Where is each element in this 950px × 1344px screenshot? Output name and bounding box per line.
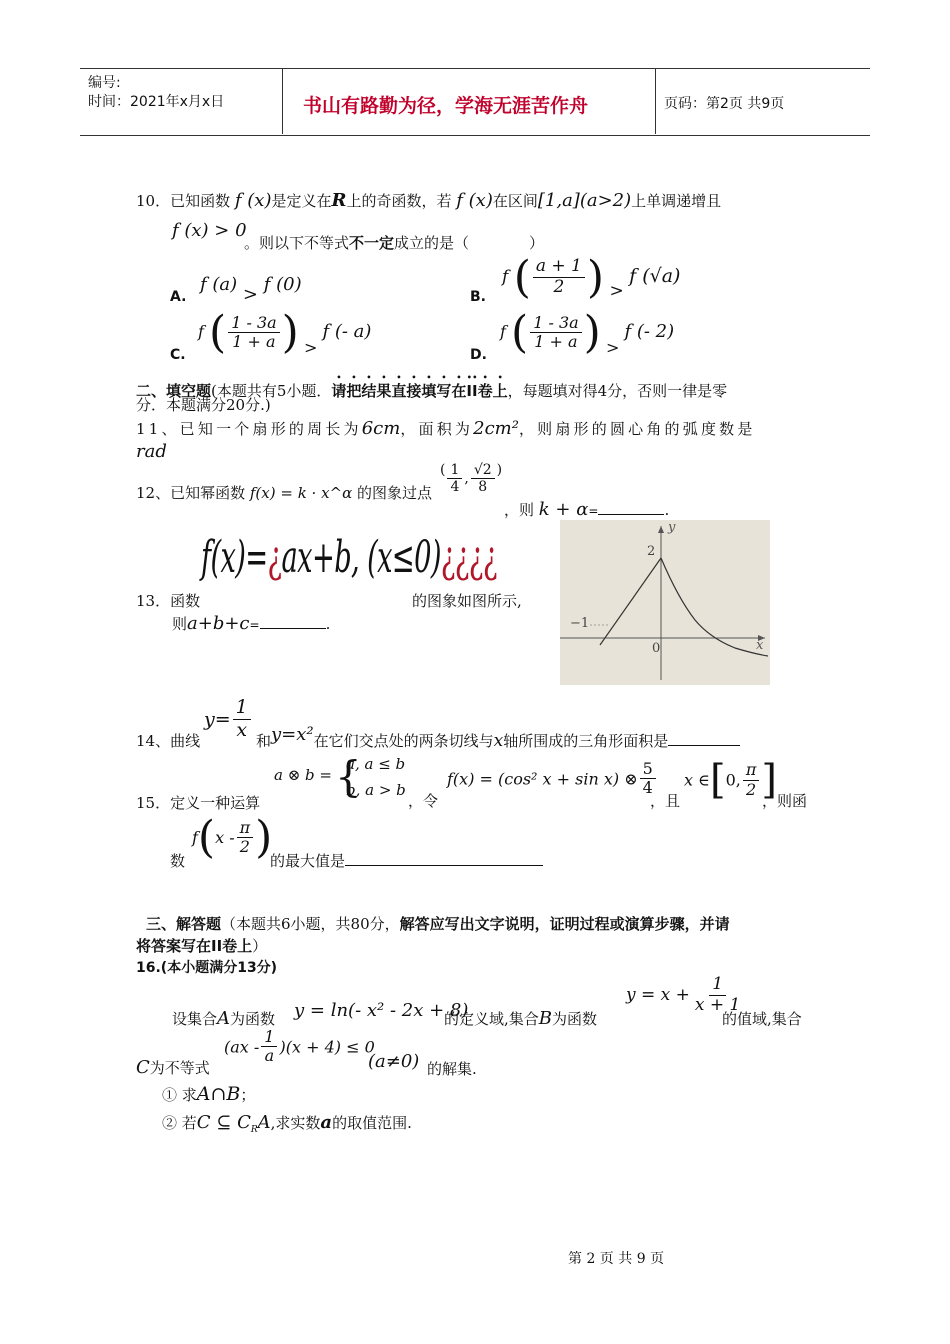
math: f (x) > 0 [172, 220, 247, 241]
q16-line2a [136, 1057, 210, 1078]
q10-line2b [244, 232, 544, 253]
text: 的图象过点 [357, 484, 433, 502]
q10-line2 [172, 220, 247, 241]
math: f (- 2) [624, 321, 675, 342]
fraction [530, 314, 581, 352]
numerator: 1 [233, 697, 251, 720]
q11-line1 [136, 418, 756, 439]
math: y = x + [626, 985, 690, 1006]
q16-line2b: 的解集. [427, 1060, 477, 1078]
q14-rest [256, 724, 740, 751]
q16-heading: 16.(本小题满分13分) [136, 960, 278, 976]
text: 的最大值是 [270, 852, 346, 870]
text: 上单调递增且 [631, 192, 722, 210]
text: (本题共有5小题． [211, 382, 332, 400]
text: 为不等式 [149, 1059, 210, 1077]
math: f(x)= [201, 532, 268, 583]
text: 和 [256, 732, 272, 750]
section3-line1 [146, 913, 730, 934]
math: f [192, 828, 198, 847]
denominator: 2 [745, 779, 757, 799]
math: a [320, 1112, 333, 1133]
brace: { [335, 752, 362, 801]
math: R [250, 1125, 258, 1135]
paren: ( [511, 307, 529, 358]
math: B [538, 1008, 553, 1029]
text: ； [240, 1086, 256, 1104]
denominator: 2 [239, 837, 250, 856]
math: f (x) [456, 190, 493, 211]
text: 12、已知幂函数 [136, 484, 246, 502]
q16-part2 [162, 1112, 412, 1135]
text: 已知函数 [170, 192, 231, 210]
text: ，则扇形的圆心角的弧度数是 [518, 420, 756, 438]
paren: ( [513, 252, 531, 303]
code-label: 编号: [88, 75, 121, 91]
fraction [237, 819, 254, 857]
q15-case2: b, a > b [346, 781, 406, 799]
option-c-label: C. [170, 347, 186, 363]
option-a-expr [200, 274, 302, 305]
math: f (a) [200, 274, 238, 295]
math: A∩B [196, 1083, 241, 1105]
text: > [605, 338, 620, 357]
text: > [303, 338, 318, 357]
q13-text: 的图象如图所示, [412, 592, 522, 610]
fraction [228, 314, 279, 352]
option-c-expr [198, 307, 371, 358]
math: )(x + 4) ≤ 0 [279, 1037, 375, 1057]
text: 在它们交点处的两条切线与 [313, 732, 494, 750]
answer-blank[interactable] [260, 628, 326, 629]
q15-case1: a, a ≤ b [346, 755, 406, 773]
q16-cond: (a≠0) [368, 1051, 420, 1072]
option-d-expr [500, 307, 674, 358]
math: a+b+c [187, 613, 250, 634]
y-tick-2: 2 [647, 544, 656, 559]
q16-func1: y = ln(- x² - 2x + 8) [294, 1000, 469, 1021]
paren: ) [255, 812, 273, 863]
graph-svg [560, 520, 770, 685]
numerator: √2 [471, 462, 495, 479]
q15-t6 [270, 850, 543, 871]
numerator: 5 [640, 760, 656, 779]
math: x - [215, 828, 235, 847]
numerator: 1 [447, 462, 462, 479]
q15-t3: ，且 [650, 792, 681, 810]
math: 0, [725, 770, 741, 790]
denominator: 4 [642, 778, 653, 798]
text: > [609, 281, 624, 301]
q12-line [136, 482, 432, 503]
paren: ) [281, 307, 299, 358]
math: y=x² [271, 724, 314, 745]
text: 设集合 [172, 1010, 218, 1028]
fraction [471, 462, 495, 495]
paren: ) [586, 252, 605, 303]
math: f(x) = (cos² x + sin x) ⊗ [447, 769, 638, 789]
math: f [502, 267, 509, 287]
q14-label: 14、曲线 [136, 732, 201, 750]
math: x ∈ [684, 770, 710, 790]
math: [1,a](a>2) [537, 190, 632, 211]
math: C [136, 1057, 150, 1078]
q15-t2: ，令 [408, 792, 439, 810]
fraction [261, 1028, 277, 1066]
paren: ) [496, 462, 503, 478]
q15-t4: ，则函 [762, 792, 808, 810]
answer-blank[interactable] [345, 865, 543, 866]
denominator: a [264, 1046, 275, 1066]
origin-label: 0 [652, 641, 661, 656]
denominator: 2 [553, 277, 565, 297]
math: 2cm² [473, 418, 519, 439]
y-axis-label: y [668, 520, 676, 535]
math: A [217, 1008, 231, 1029]
answer-blank[interactable] [598, 514, 664, 515]
text: ） [252, 937, 268, 955]
math: R [331, 190, 347, 211]
math: f (0) [263, 274, 302, 295]
header-divider [655, 68, 656, 134]
section2-line2: 分．本题满分20分.) [136, 396, 271, 414]
text: （本题共6小题，共80分， [221, 915, 400, 933]
q16-part1 [162, 1083, 255, 1105]
bracket: [ [709, 757, 726, 803]
q15-label: 15．定义一种运算 [136, 794, 261, 812]
text: 为函数 [552, 1010, 598, 1028]
option-b-expr [502, 252, 680, 303]
q12-point: ( $\frac{1}{4}$ , $\frac{√2}{8}$ ) [440, 462, 503, 496]
page-footer: 第 2 页 共 9 页 [568, 1251, 665, 1267]
section-title: 三、解答题 [146, 915, 222, 933]
text: 的取值范围. [332, 1114, 412, 1132]
math: ¿ [267, 532, 282, 583]
text: 解答应写出文字说明，证明过程或演算步骤，并请 [399, 915, 730, 933]
numerator: 1 - 3a [228, 314, 279, 333]
section-title: 二、填空题 [136, 382, 212, 400]
math: A [257, 1112, 271, 1133]
x-axis-label: x [756, 638, 764, 653]
fraction [743, 761, 760, 799]
q13-piecewise [201, 532, 497, 583]
text: 。则以下不等式 [244, 234, 350, 252]
answer-blank[interactable] [668, 745, 740, 746]
math: f [500, 322, 506, 341]
header-motto: 书山有路勤为径，学海无涯苦作舟 [303, 95, 589, 117]
text: 是定义在 [271, 192, 332, 210]
q14-curve1 [204, 697, 253, 742]
text: 不一定 [349, 234, 395, 252]
denominator: 1 + a [232, 332, 276, 351]
page-info: 页码：第2页 共9页 [664, 96, 785, 112]
text: = [588, 504, 599, 518]
text: ① 求 [162, 1086, 197, 1104]
paren: ( [440, 462, 446, 478]
math: f (x) [234, 190, 272, 211]
q16-line1b [444, 1008, 597, 1029]
numerator: a + 1 [533, 257, 585, 278]
denominator: 1 + a [534, 332, 578, 351]
bracket: ] [761, 757, 777, 803]
denominator: 4 [450, 479, 460, 496]
math: ¿¿¿¿ [440, 532, 497, 583]
math: 6cm [361, 418, 401, 439]
numerator: π [237, 819, 254, 838]
function-graph [560, 520, 770, 685]
text: 则 [172, 615, 188, 633]
math: f (√a) [629, 265, 681, 287]
math: k + α [538, 499, 589, 520]
q16-line1a [172, 1008, 275, 1029]
q10-number: 10． [136, 192, 171, 210]
numerator: 1 [261, 1028, 277, 1047]
text: 11、已知一个扇形的周长为 [136, 420, 362, 438]
q15-t5: 数 [170, 852, 186, 870]
paren: ( [197, 812, 216, 863]
text: ，面积为 [400, 420, 474, 438]
fraction [533, 257, 585, 297]
text: 上的奇函数，若 [346, 192, 452, 210]
numerator: π [743, 761, 760, 780]
math: ax+b, (x≤0) [281, 532, 441, 583]
text: 成立的是（ [394, 234, 470, 252]
q13-label: 13．函数 [136, 592, 201, 610]
x-tick-minus-1: −1 [570, 616, 590, 631]
text: ） [529, 234, 545, 252]
section3-line2 [136, 935, 267, 956]
denominator: 8 [478, 479, 488, 496]
fraction [447, 462, 462, 495]
math: C ⊆ C [196, 1112, 251, 1133]
text: 在区间 [492, 192, 538, 210]
text: ② 若 [162, 1114, 197, 1132]
text: 的定义域,集合 [444, 1010, 539, 1028]
math: x [493, 731, 504, 751]
text: 将答案写在II卷上 [136, 937, 253, 955]
q10-line1 [136, 190, 721, 211]
q16-ineq [224, 1028, 375, 1066]
q15-op: a ⊗ b = [274, 766, 332, 784]
q16-line1c: 的值域,集合 [722, 1010, 802, 1028]
option-b-label: B. [470, 289, 486, 305]
math: f(x) = k · x^α [249, 484, 353, 502]
text: ，每题填对得4分，否则一律是零 [507, 382, 728, 400]
text: 请把结果直接填写在II卷上 [331, 382, 508, 400]
option-d-label: D. [470, 347, 487, 363]
text: ,求实数 [270, 1114, 321, 1132]
text: > [242, 284, 258, 305]
paren: ( [209, 307, 227, 358]
q15-fdef [447, 760, 658, 798]
math: (ax - [224, 1037, 260, 1057]
math: y= [204, 708, 231, 731]
time-label: 时间：2021年x月x日 [88, 94, 225, 110]
q13-line2: 则a+b+c= . [172, 613, 331, 634]
header-divider [282, 68, 283, 134]
q15-arg [192, 812, 272, 863]
text: ，则 [504, 501, 535, 519]
math: f (- a) [322, 321, 372, 342]
math: f [198, 322, 204, 341]
option-a-label: A. [170, 289, 187, 305]
text: = [249, 618, 260, 632]
paren: ) [583, 307, 601, 358]
numerator: 1 [709, 975, 726, 996]
q12-tail: ，则 k + α= . [504, 499, 670, 520]
text: 轴所围成的三角形面积是 [503, 732, 669, 750]
fraction [233, 697, 251, 742]
text: 为函数 [230, 1010, 276, 1028]
numerator: 1 - 3a [530, 314, 581, 333]
denominator: x + 1 [694, 994, 741, 1015]
q11-unit: rad [136, 441, 167, 462]
denominator: x [236, 718, 248, 741]
